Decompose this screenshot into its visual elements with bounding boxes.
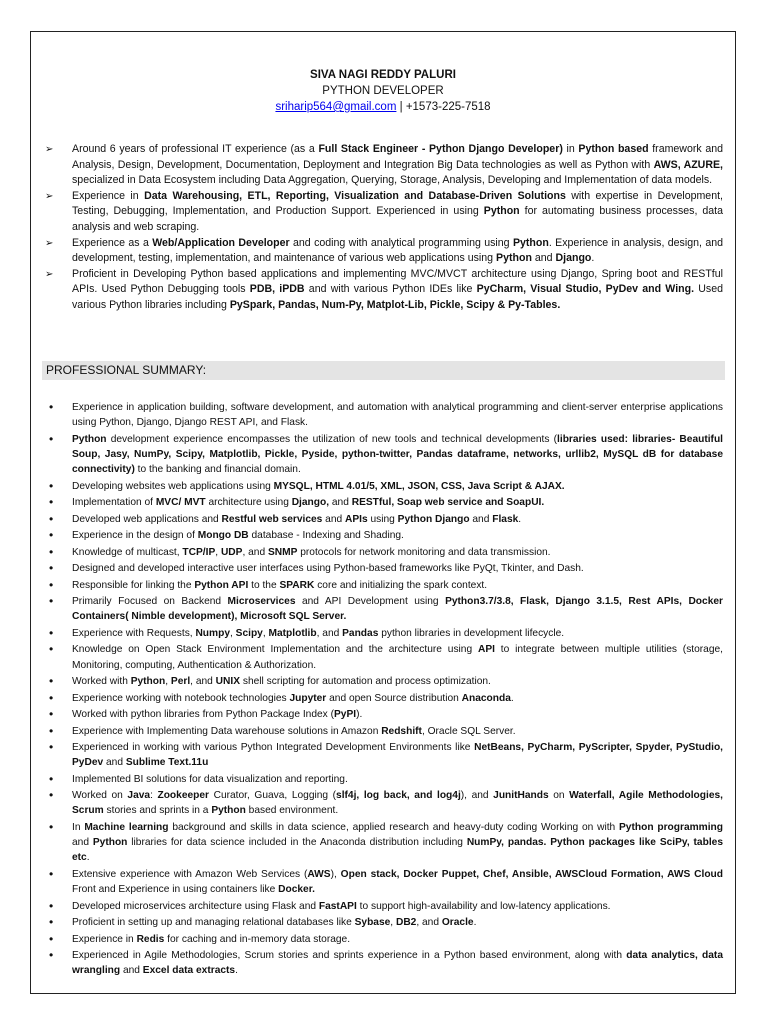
summary-item-text: and: [469, 513, 493, 525]
intro-item: [45, 236, 723, 267]
summary-item-text: NetBeans, PyCharm, PyScripter, Spyder, PyStudio, PyDev: [72, 742, 723, 769]
summary-item: [45, 545, 723, 560]
summary-item-text: Knowledge of multicast,: [72, 546, 183, 558]
summary-item: [45, 528, 723, 543]
summary-item-text: UDP: [220, 546, 243, 558]
summary-item-text: :: [150, 790, 158, 802]
summary-item-text: and: [120, 965, 143, 977]
summary-item-text: Sybase: [354, 917, 391, 929]
summary-item: [45, 948, 723, 978]
intro-item-text: and with various Python IDEs like: [304, 283, 477, 296]
summary-item-text: Python, Django, Django REST API, and Flask: [99, 417, 306, 429]
summary-item-text: stories and sprints in a: [103, 805, 212, 817]
intro-item-text: Experience as a: [72, 236, 153, 249]
summary-item: [45, 626, 723, 641]
summary-item-text: Pandas: [342, 627, 379, 639]
summary-item-text: Python3.7/3.8, Flask, Django 3.1.5, Rest APIs, Docker Containers( Nimble development), Microsoft SQL Server.: [72, 596, 723, 623]
intro-item-text: specialized in Data Ecosystem including Data Aggregation, Querying, Storage, Analysis, Developing and Implementation of data models.: [72, 174, 713, 187]
summary-item-text: and API Development using: [295, 596, 446, 608]
summary-item: [45, 578, 723, 593]
summary-item-text: architecture using: [205, 497, 292, 509]
summary-item-text: PyPI: [333, 709, 357, 721]
summary-item: [45, 642, 723, 672]
intro-item-text: Used various Python libraries including: [72, 283, 723, 311]
summary-item-text: Worked with: [72, 676, 131, 688]
summary-item-text: API: [477, 644, 495, 656]
intro-item-text: and: [531, 252, 556, 265]
summary-item: [45, 867, 723, 897]
intro-item-text: and coding with analytical programming using: [289, 236, 513, 249]
intro-item-text: for automating business processes, data analysis and web scraping.: [72, 205, 724, 233]
resume-page: [30, 31, 736, 994]
summary-item-text: SNMP: [267, 546, 298, 558]
summary-item-text: ),: [330, 868, 341, 880]
summary-item-text: Oracle: [441, 917, 474, 929]
intro-item-text: Python: [483, 205, 520, 218]
phone-number: +1573-225-7518: [405, 101, 491, 113]
summary-item-text: MYSQL, HTML 4.01/5, XML, JSON, CSS, Java Script & AJAX.: [273, 480, 565, 492]
summary-item: [45, 772, 723, 787]
summary-item-text: MVC/ MVT: [155, 497, 206, 509]
intro-item: [45, 189, 723, 236]
summary-item-text: Sublime Text.11u: [125, 757, 209, 769]
summary-item: [45, 788, 723, 818]
summary-item-text: TCP/IP: [182, 546, 216, 558]
summary-item-text: Flask: [492, 513, 519, 525]
summary-item: [45, 932, 723, 947]
summary-item: [45, 400, 723, 430]
summary-item-text: and: [72, 837, 93, 849]
intro-list: [45, 142, 723, 314]
summary-item: [45, 915, 723, 930]
summary-item-text: Open stack, Docker Puppet, Chef, Ansible, AWSCloud Formation, AWS Cloud: [340, 868, 723, 880]
summary-item-text: libraries used: libraries- Beautiful Soup, Jasy, NumPy, Scipy, Matplotlib, Pickle, Pyside, python-twitter, Pandas dataframe, networks, urllib2, MySQL dB for database connectivity): [72, 433, 724, 476]
summary-item-text: , and: [316, 627, 343, 639]
intro-item-text: framework and Analysis, Design, Development, Documentation, Deployment and Integration Big Data technologies as well as Python with: [72, 143, 724, 171]
summary-item: [45, 479, 723, 494]
intro-item-text: with expertise in Development, Testing, Debugging, Implementation, and Production Support. Experienced in using: [72, 189, 723, 218]
summary-item-text: Redis: [136, 933, 165, 945]
summary-item-text: In: [72, 821, 85, 833]
summary-item-text: ,: [262, 627, 269, 639]
intro-item-text: AWS, AZURE,: [653, 158, 723, 171]
summary-item-text: Python: [130, 676, 166, 688]
summary-item-text: Extensive experience with Amazon Web Services (: [72, 868, 308, 880]
summary-item: [45, 724, 723, 739]
summary-item: [45, 495, 723, 510]
summary-item-text: Experience in application building, software development, and automation with analytical programming and client-server enterprise applications using: [72, 402, 723, 429]
summary-item-text: Jupyter: [289, 692, 327, 704]
summary-item-text: Python: [72, 433, 107, 445]
summary-item-text: Microservices: [227, 596, 296, 608]
summary-item-text: Python: [211, 805, 246, 817]
summary-item: [45, 594, 723, 624]
summary-item-text: ).: [356, 709, 363, 721]
summary-item-text: Python: [92, 837, 128, 849]
summary-item-text: Primarily Focused on Backend: [72, 596, 228, 608]
candidate-name: SIVA NAGI REDDY PALURI: [310, 69, 456, 81]
summary-item: [45, 691, 723, 706]
summary-item-text: Responsible for linking the: [72, 579, 195, 591]
summary-item-text: FastAPI: [318, 900, 357, 912]
summary-item-text: to the: [248, 579, 280, 591]
summary-item-text: Experience with Implementing Data warehouse solutions in Amazon: [72, 725, 382, 737]
summary-item-text: Developed web applications and: [72, 513, 222, 525]
professional-summary-list: [45, 400, 723, 980]
summary-item-text: Numpy: [195, 627, 230, 639]
summary-item-text: protocols for network monitoring and data transmission.: [297, 546, 551, 558]
intro-item-text: PyCharm, Visual Studio, PyDev and Wing.: [476, 283, 695, 296]
summary-item-text: , and: [242, 546, 268, 558]
summary-item-text: Curator, Guava, Logging (: [209, 790, 337, 802]
summary-item-text: shell scripting for automation and process optimization.: [240, 676, 491, 688]
summary-item-text: UNIX: [215, 676, 241, 688]
summary-item-text: , and: [190, 676, 216, 688]
summary-item-text: database - Indexing and Shading.: [248, 530, 404, 542]
summary-item-text: Restful web services: [221, 513, 323, 525]
summary-item-text: and: [322, 513, 345, 525]
intro-item-text: Experience in: [72, 189, 145, 202]
summary-item: [45, 674, 723, 689]
summary-item: [45, 432, 723, 478]
candidate-title: PYTHON DEVELOPER: [322, 85, 444, 97]
summary-item-text: Front and Experience in using containers like: [72, 884, 279, 896]
email-link[interactable]: sriharip564@gmail.com: [275, 101, 397, 113]
intro-item-text: Python: [496, 252, 532, 265]
summary-item-text: Experience with Requests,: [72, 627, 196, 639]
summary-item-text: ,: [390, 917, 396, 929]
summary-item-text: Waterfall, Agile Methodologies, Scrum: [72, 790, 723, 817]
summary-item-text: Anaconda: [461, 692, 511, 704]
summary-item-text: data analytics, data wrangling: [72, 950, 723, 977]
summary-item-text: Python API: [194, 579, 249, 591]
summary-item-text: Experienced in Agile Methodologies, Scrum stories and sprints experience in a Python based environment, along with: [72, 950, 627, 962]
summary-item-text: python libraries in development lifecycle.: [378, 627, 565, 639]
summary-item-text: and: [103, 757, 126, 769]
resume-header: [31, 67, 735, 115]
summary-item-text: Proficient in setting up and managing relational databases like: [72, 917, 355, 929]
contact-separator: |: [396, 101, 406, 113]
section-heading-professional-summary: PROFESSIONAL SUMMARY:: [42, 361, 725, 380]
intro-item-text: PDB, iPDB: [249, 283, 305, 296]
summary-item-text: Developing websites web applications using: [72, 480, 274, 492]
summary-item-text: Developed microservices architecture using Flask and: [72, 900, 319, 912]
summary-item-text: Docker.: [278, 884, 315, 896]
summary-item-text: JunitHands: [493, 790, 549, 802]
summary-item-text: to the banking and financial domain.: [134, 464, 301, 476]
summary-item-text: Machine learning: [84, 821, 169, 833]
summary-item-text: NumPy, pandas. Python packages like SciPy, tables etc: [72, 837, 723, 864]
summary-item-text: Experience in: [72, 933, 137, 945]
summary-item-text: on: [548, 790, 570, 802]
summary-item-text: Matplotlib: [268, 627, 317, 639]
summary-item-text: Java: [127, 790, 151, 802]
summary-item-text: slf4j, log back, and log4j: [336, 790, 461, 802]
summary-item: [45, 740, 723, 770]
summary-item-text: Experience working with notebook technologies: [72, 692, 290, 704]
summary-item-text: Worked with python libraries from Python Package Index (: [72, 709, 334, 721]
intro-item: [45, 142, 723, 189]
intro-item-text: Around 6 years of professional IT experience (as a: [72, 143, 319, 155]
summary-item-text: APIs: [345, 513, 368, 525]
summary-item-text: DB2: [395, 917, 417, 929]
summary-item-text: development experience encompasses the utilization of new tools and technical developments (: [106, 433, 558, 445]
summary-item-text: Mongo DB: [197, 530, 249, 542]
intro-item-text: .: [591, 252, 595, 265]
summary-item-text: Python programming: [619, 821, 724, 833]
summary-item-text: to support high-availability and low-latency applications.: [356, 900, 611, 912]
summary-item-text: , and: [416, 917, 442, 929]
summary-item-text: to integrate between multiple utilities (storage, Monitoring, computing, Authentication & Authorization.: [72, 644, 723, 671]
summary-item-text: Implemented BI solutions for data visualization and reporting.: [72, 773, 348, 785]
summary-item-text: Experienced in working with various Python Integrated Development Environments like: [72, 742, 475, 754]
summary-item-text: ,: [229, 627, 236, 639]
intro-item-text: Python: [512, 236, 549, 249]
summary-item-text: Zookeeper: [157, 790, 210, 802]
contact-line: [31, 99, 735, 115]
intro-item-text: Python based: [578, 143, 649, 155]
summary-item-text: Excel data extracts: [142, 965, 236, 977]
summary-item-text: Python Django: [397, 513, 470, 525]
summary-item-text: .: [473, 917, 477, 929]
summary-item-text: .: [518, 513, 522, 525]
summary-item-text: Perl: [170, 676, 191, 688]
summary-item: [45, 561, 723, 576]
intro-item-text: Data Warehousing, ETL, Reporting, Visualization and Database-Driven Solutions: [144, 189, 566, 202]
summary-item-text: Experience in the design of: [72, 530, 198, 542]
intro-item: [45, 267, 723, 314]
summary-item-text: AWS: [307, 868, 331, 880]
intro-item-text: Proficient in Developing Python based applications and implementing MVC/MVCT architecture using Django, Spring boot and RESTful APIs. Used Python Debugging tools: [72, 267, 723, 296]
summary-item-text: core and initializing the spark context.: [314, 579, 488, 591]
summary-item-text: .: [305, 417, 308, 429]
summary-item-text: Django,: [291, 497, 330, 509]
intro-item-text: Web/Application Developer: [152, 236, 290, 249]
summary-item-text: background and skills in data science, applied research and heavy-duty coding Working on with: [168, 821, 620, 833]
intro-item-text: . Experience in analysis, design, and development, testing, implementation, and maintenance of various web applications using: [72, 236, 723, 265]
summary-item-text: for caching and in-memory data storage.: [164, 933, 351, 945]
summary-item-text: based environment.: [245, 805, 339, 817]
summary-item-text: Designed and developed interactive user interfaces using Python-based frameworks like PyQt, Tkinter, and Dash.: [72, 563, 584, 575]
intro-item-text: in: [562, 143, 579, 155]
summary-item-text: ,: [215, 546, 221, 558]
summary-item-text: , Oracle SQL Server.: [421, 725, 516, 737]
summary-item-text: .: [510, 692, 514, 704]
summary-item-text: using: [367, 513, 398, 525]
summary-item: [45, 820, 723, 866]
summary-item-text: RESTful, Soap web service and SoapUI.: [351, 497, 545, 509]
summary-item-text: and: [329, 497, 352, 509]
summary-item-text: Implementation of: [72, 497, 156, 509]
intro-item-text: Full Stack Engineer - Python Django Developer): [318, 143, 563, 155]
summary-item-text: ,: [165, 676, 171, 688]
summary-item-text: .: [235, 965, 238, 977]
summary-item: [45, 707, 723, 722]
summary-item-text: Worked on: [72, 790, 128, 802]
summary-item-text: Knowledge on Open Stack Environment Implementation and the architecture using: [72, 644, 478, 656]
summary-item-text: ), and: [460, 790, 494, 802]
summary-item-text: SPARK: [279, 579, 315, 591]
summary-item-text: .: [86, 852, 90, 864]
summary-item: [45, 899, 723, 914]
summary-item-text: and open Source distribution: [326, 692, 462, 704]
summary-item-text: libraries for data science included in the Anaconda distribution including: [127, 837, 467, 849]
summary-item-text: Redshift: [381, 725, 422, 737]
intro-item-text: Django: [555, 252, 592, 265]
summary-item-text: Scipy: [235, 627, 263, 639]
summary-item: [45, 512, 723, 527]
intro-item-text: PySpark, Pandas, Num-Py, Matplot-Lib, Pickle, Scipy & Py-Tables.: [229, 298, 561, 311]
